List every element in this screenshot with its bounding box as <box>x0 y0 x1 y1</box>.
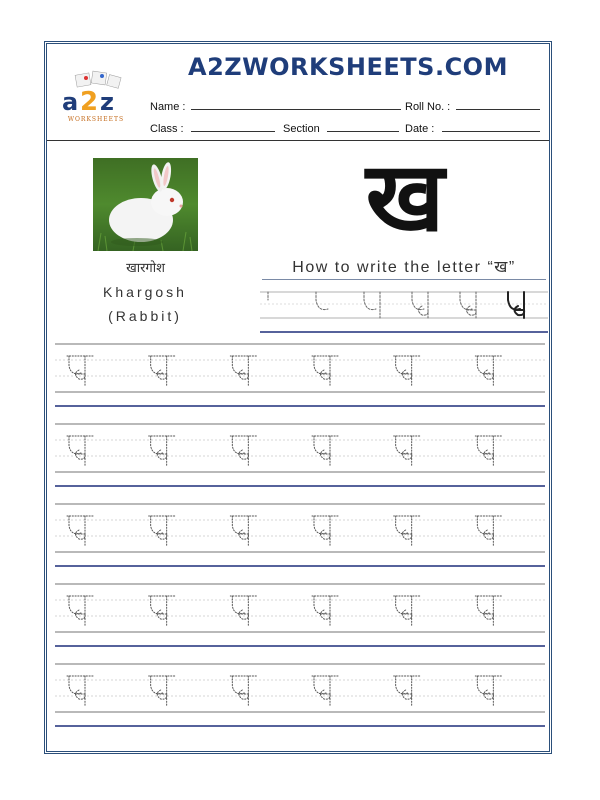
stroke-step-4 <box>412 292 428 318</box>
svg-text:2: 2 <box>80 87 99 117</box>
word-meaning: (Rabbit) <box>108 308 182 324</box>
date-blank[interactable] <box>442 121 540 132</box>
featured-letter: ख <box>365 141 445 253</box>
section-field-row <box>283 121 399 135</box>
rabbit-picture <box>93 158 198 251</box>
section-label: Section <box>283 123 320 135</box>
class-field-row <box>150 121 275 135</box>
logo-subtext: WORKSHEETS <box>67 116 125 123</box>
date-field-row <box>405 121 540 135</box>
site-title[interactable]: A2ZWORKSHEETS.COM <box>188 53 508 81</box>
name-blank[interactable] <box>191 99 401 110</box>
stroke-step-6 <box>508 292 524 318</box>
date-label: Date : <box>405 123 435 135</box>
svg-text:z: z <box>100 88 114 116</box>
instruction-underline <box>262 279 546 280</box>
roll-field-row <box>405 99 540 113</box>
class-blank[interactable] <box>191 121 275 132</box>
svg-text:a: a <box>62 88 79 116</box>
how-to-instruction: How to write the letter “ख” <box>292 259 516 276</box>
class-label: Class : <box>150 123 184 135</box>
roll-label: Roll No. : <box>405 101 451 113</box>
stroke-order-demo <box>258 282 550 336</box>
stroke-step-5 <box>460 292 476 318</box>
section-blank[interactable] <box>327 121 399 132</box>
a2z-logo <box>56 70 136 124</box>
name-field-row <box>150 99 401 113</box>
word-transliteration: Khargosh <box>103 284 187 300</box>
roll-blank[interactable] <box>456 99 540 110</box>
stroke-step-2 <box>316 292 328 310</box>
word-hindi: खारगोश <box>126 261 165 276</box>
name-label: Name : <box>150 101 186 113</box>
stroke-step-3 <box>364 292 380 318</box>
